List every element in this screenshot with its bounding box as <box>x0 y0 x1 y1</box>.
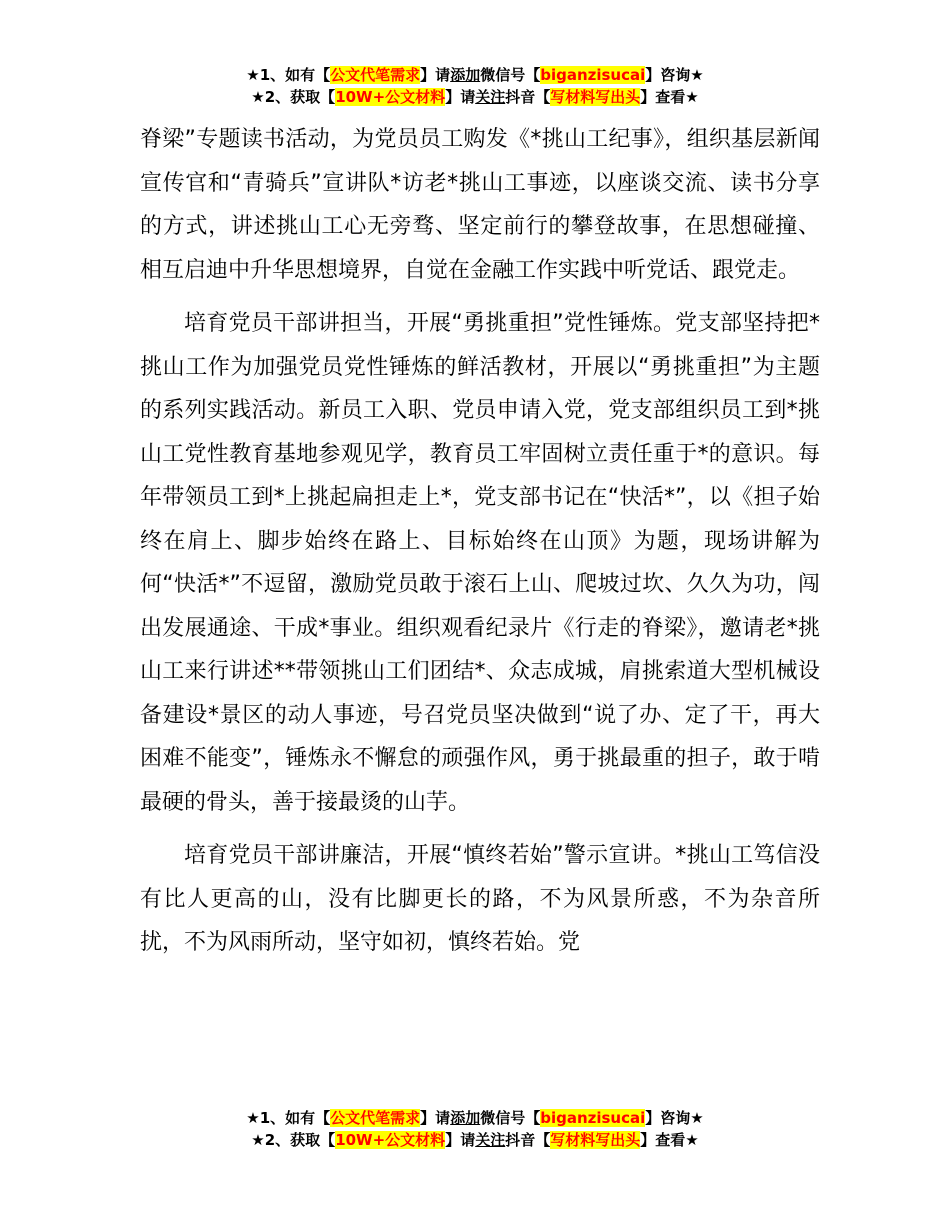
paragraph-responsibility: 培育党员干部讲担当，开展“勇挑重担”党性锤炼。党支部坚持把*挑山工作为加强党员党性锤炼的鲜活教材，开展以“勇挑重担”为主题的系列实践活动。新员工入职、党员申请入党，党支部组织员工到*挑山工党性教育基地参观见学，教育员工牢固树立责任重于*的意识。每年带领员工到*上挑起扁担走上*，党支部书记在“快活*”，以《担子始终在肩上、脚步始终在路上、目标始终在山顶》为题，现场讲解为何“快活*”不逗留，激励党员敢于滚石上山、爬坡过坎、久久为功，闯出发展通途、干成*事业。组织观看纪录片《行走的脊梁》，邀请老*挑山工来行讲述**带领挑山工们团结*、众志成城，肩挑索道大型机械设备建设*景区的动人事迹，号召党员坚决做到“说了办、定了干，再大困难不能变”，锤炼永不懈怠的顽强作风，勇于挑最重的担子，敢于啃最硬的骨头，善于接最烫的山芋。 <box>140 311 820 815</box>
banner-text: 抖音【 <box>505 1131 551 1149</box>
banner-text: 】查看★ <box>640 1131 699 1149</box>
paragraph-integrity: 培育党员干部讲廉洁，开展“慎终若始”警示宣讲。*挑山工笃信没有比人更高的山，没有比脚更长的路，不为风景所惑，不为杂音所扰，不为风雨所动，坚守如初，慎终若始。党 <box>140 843 820 955</box>
header-banner-line-2 <box>0 86 950 108</box>
banner-underline: 关注 <box>475 1131 506 1149</box>
banner-text: 】请 <box>445 88 476 106</box>
banner-highlight: 写材料写出头 <box>550 88 641 106</box>
banner-highlight: 10W+公文材料 <box>335 1131 446 1149</box>
banner-underline: 关注 <box>475 88 506 106</box>
footer-banner-line-2 <box>0 1129 950 1151</box>
header-banner <box>0 64 950 108</box>
banner-highlight: 公文代笔需求 <box>330 66 421 84</box>
header-banner-line-1 <box>0 64 950 86</box>
banner-text: 】请 <box>420 66 451 84</box>
banner-underline: 添加 <box>450 1109 481 1127</box>
banner-highlight: 10W+公文材料 <box>335 88 446 106</box>
banner-text: ★1、如有【 <box>246 1109 331 1127</box>
footer-banner <box>0 1107 950 1151</box>
banner-text: 】请 <box>420 1109 451 1127</box>
banner-text: ★2、获取【 <box>251 88 336 106</box>
banner-text: 微信号【 <box>480 1109 541 1127</box>
banner-highlight: 公文代笔需求 <box>330 1109 421 1127</box>
paragraph-continuation: 脊梁”专题读书活动，为党员员工购发《*挑山工纪事》，组织基层新闻宣传官和“青骑兵”宣讲队*访老*挑山工事迹，以座谈交流、读书分享的方式，讲述挑山工心无旁骛、坚定前行的攀登故事，在思想碰撞、相互启迪中升华思想境界，自觉在金融工作实践中听党话、跟党走。 <box>140 127 820 283</box>
banner-text: 】查看★ <box>640 88 699 106</box>
banner-text: 抖音【 <box>505 88 551 106</box>
document-body <box>140 118 820 975</box>
banner-text: ★1、如有【 <box>246 66 331 84</box>
banner-text: 微信号【 <box>480 66 541 84</box>
banner-text: 】咨询★ <box>645 1109 704 1127</box>
banner-highlight: 写材料写出头 <box>550 1131 641 1149</box>
banner-underline: 添加 <box>450 66 481 84</box>
banner-highlight: biganzisucai <box>540 1109 646 1127</box>
banner-text: ★2、获取【 <box>251 1131 336 1149</box>
footer-banner-line-1 <box>0 1107 950 1129</box>
banner-text: 】请 <box>445 1131 476 1149</box>
banner-highlight: biganzisucai <box>540 66 646 84</box>
banner-text: 】咨询★ <box>645 66 704 84</box>
